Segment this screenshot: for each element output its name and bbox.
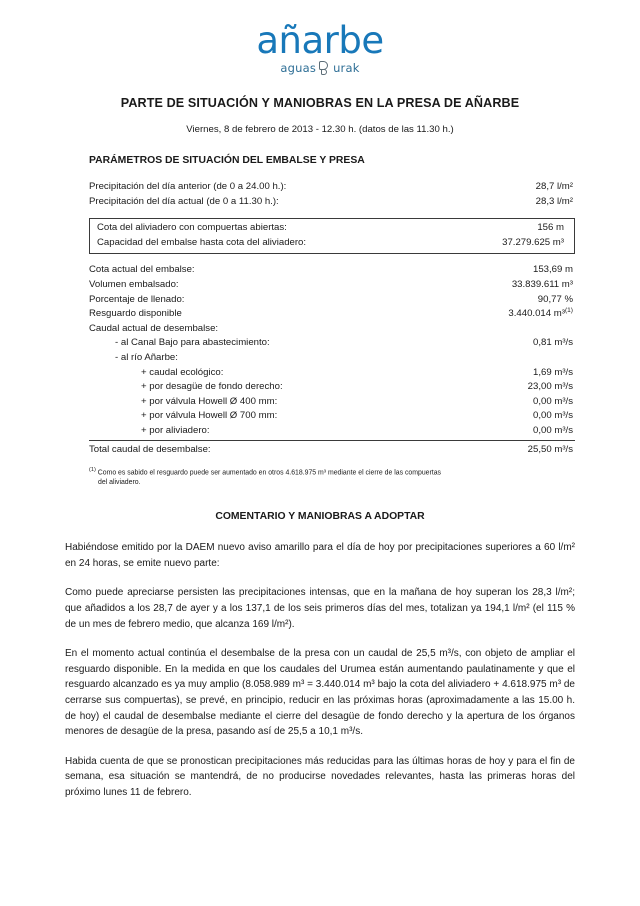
parameters-heading: PARÁMETROS DE SITUACIÓN DEL EMBALSE Y PRESA [89,155,365,166]
logo-subtitle-right: urak [333,60,360,75]
row-label: + por válvula Howell Ø 400 mm: [141,395,278,407]
row-value: 33.839.611 m³ [511,278,573,290]
commentary-paragraph: Habida cuenta de que se pronostican precipitaciones más reducidas para las últimas horas de hoy y para el fin de semana, esa situación se mantendrá, de no producirse novedades relevantes, hasta las primeras horas del próximo lunes 11 de febrero. [65,755,575,798]
logo-wrap [256,19,384,76]
row-label: - al Canal Bajo para abastecimiento: [115,337,270,349]
data-row [89,195,575,210]
footnote [65,466,575,487]
row-label: Precipitación del día anterior (de 0 a 24.00 h.): [89,181,287,192]
row-value: 28,3 l/m² [535,195,573,207]
row-value: 90,77 % [537,293,573,305]
content-area [0,155,640,801]
row-value: 1,69 m³/s [533,366,573,378]
row-value: 0,00 m³/s [533,410,573,422]
data-row [89,293,575,308]
row-label: Precipitación del día actual (de 0 a 11.30 h.): [89,195,279,207]
data-row [89,263,575,278]
commentary-paragraph: Habiéndose emitido por la DAEM nuevo aviso amarillo para el día de hoy por precipitaciones superiores a 60 l/m² en 24 horas, se emite nuevo parte: [65,542,575,569]
row-value: 0,00 m³/s [533,424,573,436]
data-row [89,395,575,410]
row-value: 3.440.014 m³$^{(1)}$ [508,306,573,320]
row-label: Resguardo disponible [89,308,182,320]
row-value: 153,69 m [532,264,573,276]
data-row [89,180,575,195]
row-value: 37.279.625 m³ [502,236,564,248]
row-label: + por desagüe de fondo derecho: [141,381,283,393]
footnote-marker: (1) [564,306,573,314]
data-row [89,366,575,381]
row-label: Porcentaje de llenado: [89,293,185,305]
water-drop-icon [319,61,330,76]
row-label: - al río Añarbe: [115,351,178,363]
total-discharge-row [89,440,575,458]
commentary-paragraph: En el momento actual continúa el desembalse de la presa con un caudal de 25,5 m³/s, con objeto de ampliar el resguardo disponible. En la medida en que los caudales del Urumea están aumentando paulatinamente y que el resguardo alcanzado es ya muy amplio (8.058.989 m³ = 3.440.014 m³ bajo la cota del aliviadero + 4.618.975 m³ de cerrarse sus compuertas), se prevé, en principio, reducir en las próximas horas (aproximadamente a las 15.00 h. de hoy) el caudal de desembalse mediante el cierre del desagüe de fondo derecho y la apertura de los órganos menores de desagüe de la presa, pasando así de 25,5 a 10,1 m³/s. [65,648,575,738]
logo-wordmark: añarbe [256,19,384,62]
spillway-box [89,218,575,254]
row-value: 28,7 l/m² [535,181,573,192]
row-label: + caudal ecológico: [141,366,224,378]
commentary-paragraph: Como puede apreciarse persisten las precipitaciones intensas, que en la mañana de hoy superan los 28,3 l/m²; que añadidos a los 28,7 de ayer y a los 137,1 de los seis primeros días del mes, totalizan ya 194,1 l/m² (el 115 % de un mes de febrero medio, que alcanza 169 l/m²). [65,587,575,630]
row-value: 25,50 m³/s [527,443,573,455]
page-subtitle: Viernes, 8 de febrero de 2013 - 12.30 h. (datos de las 11.30 h.) [186,124,454,135]
data-row [89,424,575,439]
row-label: + por válvula Howell Ø 700 mm: [141,410,278,422]
row-value: 156 m [537,222,564,234]
row-value: 23,00 m³/s [527,381,573,393]
commentary-heading: COMENTARIO Y MANIOBRAS A ADOPTAR [215,511,425,523]
row-value: 0,00 m³/s [533,395,573,407]
data-row [89,380,575,395]
footnote-mark: (1) [89,467,96,474]
data-row [89,351,575,366]
data-row [94,221,570,236]
data-row [89,307,575,322]
data-row [89,336,575,351]
row-label: + por aliviadero: [141,424,210,436]
row-label: Cota actual del embalse: [89,264,195,276]
row-label: Cota del aliviadero con compuertas abiertas: [97,222,287,234]
row-label: Caudal actual de desembalse: [89,322,219,334]
footnote-text-cont: del aliviadero. [98,478,141,486]
parameters-data [65,180,575,457]
row-value: 0,81 m³/s [533,337,573,349]
company-logo [0,0,640,75]
data-row [89,278,575,293]
logo-subtitle [256,61,383,76]
row-label: Volumen embalsado: [89,278,179,290]
row-label: Total caudal de desembalse: [89,443,211,455]
footnote-text: Como es sabido el resguardo puede ser aumentado en otros 4.618.975 m³ mediante el cierre de las compuertas [97,469,441,477]
row-label: Capacidad del embalse hasta cota del aliviadero: [97,236,307,248]
page-title: PARTE DE SITUACIÓN Y MANIOBRAS EN LA PRESA DE AÑARBE [120,96,520,110]
discharge-heading-row [89,322,575,337]
data-row [94,236,570,251]
data-row [89,409,575,424]
logo-subtitle-left: aguas [280,60,317,75]
